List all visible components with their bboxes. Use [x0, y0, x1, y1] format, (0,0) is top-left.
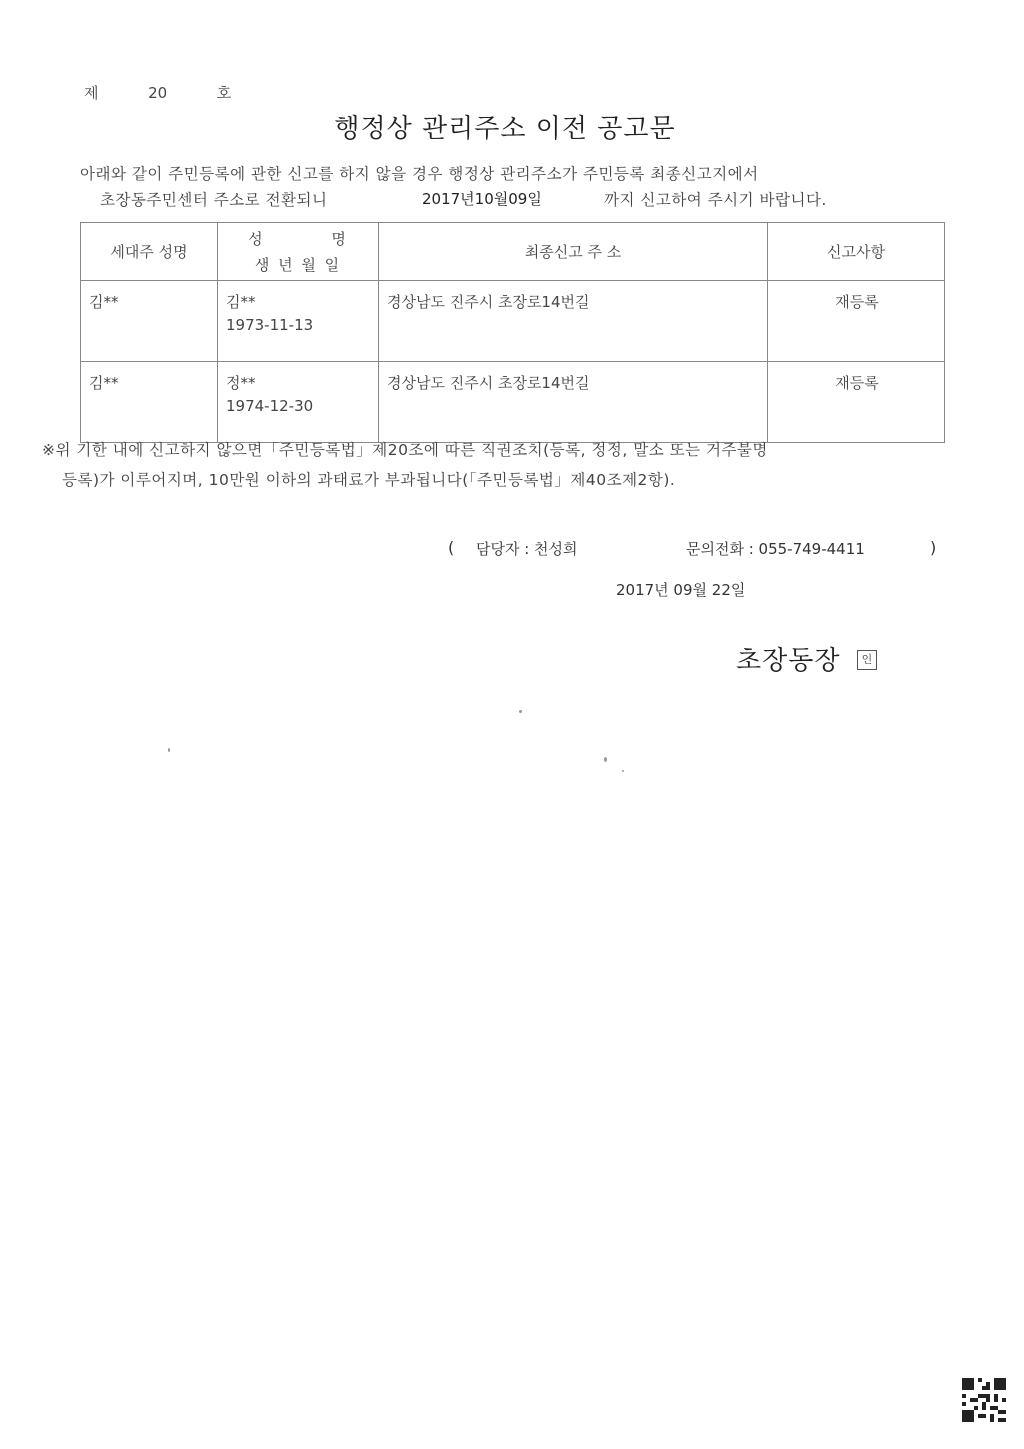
header-address: 최종신고 주 소 [379, 223, 768, 281]
intro-line-1: 아래와 같이 주민등록에 관한 신고를 하지 않을 경우 행정상 관리주소가 주민등록 최종신고지에서 [80, 165, 759, 183]
scan-speck [622, 770, 624, 772]
cell-report: 재등록 [768, 281, 945, 362]
document-number-value: 20 [148, 84, 168, 102]
cell-address: 경상남도 진주시 초장로14번길 [379, 281, 768, 362]
issue-date: 2017년 09월 22일 [616, 581, 746, 599]
intro-line-2-tail: 까지 신고하여 주시기 바랍니다. [604, 191, 827, 209]
header-birth: 생 년 월 일 [254, 255, 342, 274]
document-title: 행정상 관리주소 이전 공고문 [334, 114, 676, 144]
cell-householder: 김** [81, 281, 218, 362]
cell-householder: 김** [81, 362, 218, 443]
cell-name: 김** [226, 293, 256, 311]
seal-stamp: 인 [857, 650, 877, 670]
contact-open-paren: ( [448, 538, 455, 557]
intro-line-2: 초장동주민센터 주소로 전환되니 [100, 191, 328, 209]
document-number-prefix: 제 [84, 84, 99, 102]
cell-address: 경상남도 진주시 초장로14번길 [379, 362, 768, 443]
cell-report: 재등록 [768, 362, 945, 443]
cell-name-birth [218, 362, 379, 443]
contact-phone: 문의전화 : 055-749-4411 [686, 540, 865, 558]
cell-birth: 1974-12-30 [226, 397, 314, 415]
scan-speck [168, 748, 170, 752]
cell-birth: 1973-11-13 [226, 316, 314, 334]
header-name: 성 명 [248, 229, 348, 248]
records-table [80, 222, 945, 443]
note-line-1: ※위 기한 내에 신고하지 않으면「주민등록법」제20조에 따른 직권조치(등록, 정정, 말소 또는 거주불명 [42, 441, 768, 459]
document-number-suffix: 호 [216, 84, 232, 102]
cell-name-birth [218, 281, 379, 362]
issuer-title: 초장동장 [736, 646, 841, 676]
header-report: 신고사항 [768, 223, 945, 281]
scan-speck [519, 710, 522, 713]
contact-person: 담당자 : 천성희 [476, 540, 578, 558]
document-number [84, 82, 231, 103]
note-line-2: 등록)가 이루어지며, 10만원 이하의 과태료가 부과됩니다(「주민등록법」제40조제2항). [62, 471, 676, 489]
contact-close-paren: ) [930, 538, 937, 557]
deadline-date: 2017년10월09일 [422, 190, 542, 208]
qr-code-icon [962, 1378, 1006, 1422]
cell-name: 정** [226, 374, 256, 392]
table-row [81, 362, 945, 443]
scan-speck [604, 757, 607, 762]
header-householder: 세대주 성명 [81, 223, 218, 281]
table-header-row [81, 223, 945, 281]
table-row [81, 281, 945, 362]
header-name-birth [218, 223, 379, 281]
